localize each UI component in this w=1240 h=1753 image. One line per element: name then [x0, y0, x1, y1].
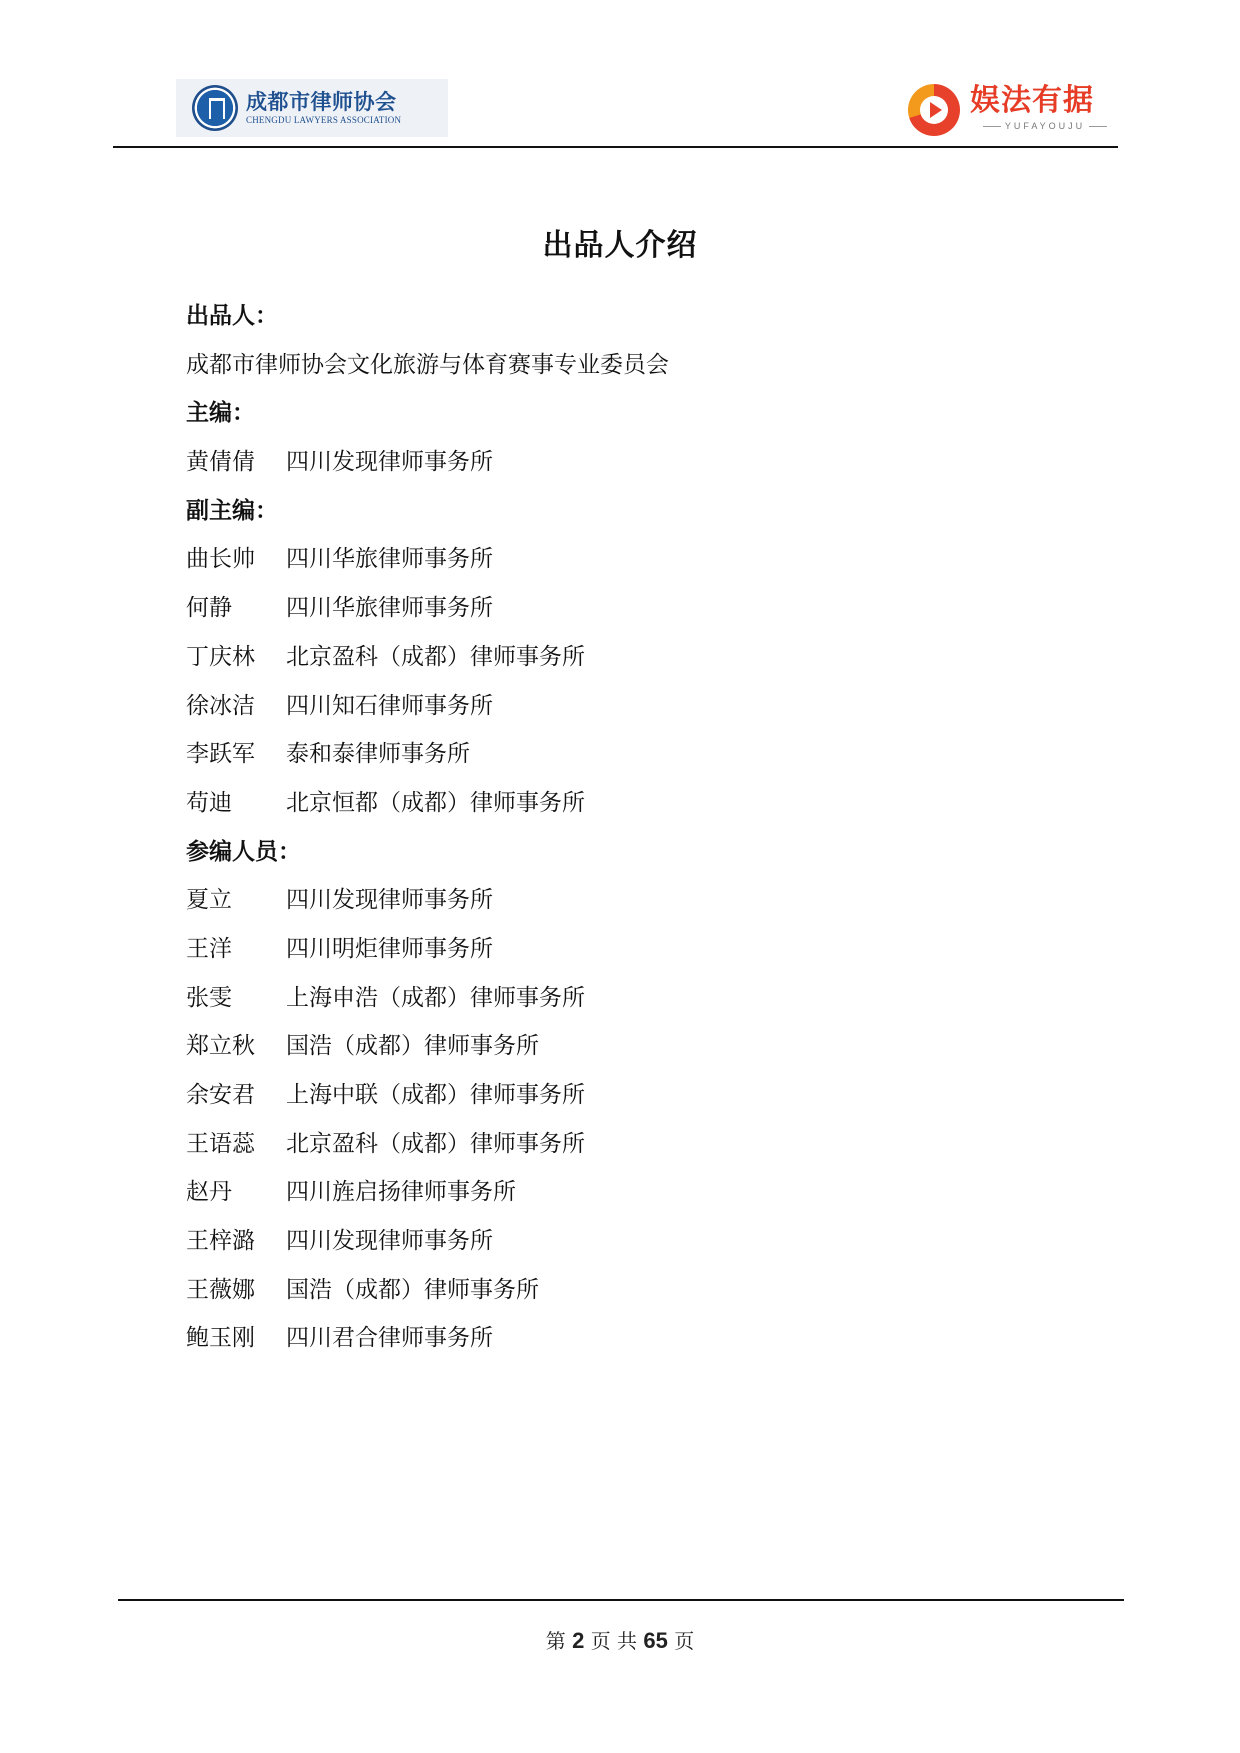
contributors-label: 参编人员： — [186, 837, 301, 865]
member-name: 李跃军 — [186, 741, 255, 768]
member-firm: 国浩（成都）律师事务所 — [286, 1033, 539, 1060]
list-item — [186, 1174, 1086, 1223]
chief-editor-label: 主编： — [186, 399, 255, 427]
page-prefix: 第 — [545, 1629, 566, 1653]
producer-value: 成都市律师协会文化旅游与体育赛事专业委员会 — [186, 351, 669, 378]
member-name: 王薇娜 — [186, 1276, 255, 1303]
member-firm: 四川君合律师事务所 — [286, 1325, 493, 1352]
list-item — [186, 1028, 1086, 1077]
member-firm: 四川发现律师事务所 — [286, 887, 493, 914]
page-header — [0, 0, 1240, 150]
list-item — [186, 590, 1086, 639]
member-firm: 四川知石律师事务所 — [286, 692, 493, 719]
member-name: 郑立秋 — [186, 1033, 255, 1060]
list-item — [186, 639, 1086, 688]
member-firm: 上海中联（成都）律师事务所 — [286, 1082, 585, 1108]
member-name: 赵丹 — [186, 1179, 232, 1206]
member-name: 王梓潞 — [186, 1228, 255, 1255]
association-name: 成都市律师协会 — [246, 89, 397, 114]
list-item — [186, 785, 1086, 834]
list-item — [186, 541, 1086, 590]
member-name: 鲍玉刚 — [186, 1325, 255, 1352]
lawyers-association-emblem-icon — [192, 85, 238, 131]
list-item — [186, 1126, 1086, 1175]
member-name: 王洋 — [186, 935, 232, 962]
page-number — [0, 1626, 1240, 1656]
page-suffix: 页 — [674, 1629, 695, 1653]
member-name: 丁庆林 — [186, 643, 255, 670]
member-firm: 上海申浩（成都）律师事务所 — [286, 984, 585, 1011]
association-logo-text — [246, 90, 401, 126]
list-item — [186, 1272, 1086, 1321]
yufayouju-english: YUFAYOUJU — [970, 120, 1120, 132]
member-name: 黄倩倩 — [186, 449, 255, 476]
credits-list — [186, 298, 1086, 1369]
association-english-name: CHENGDU LAWYERS ASSOCIATION — [246, 115, 402, 125]
member-name: 夏立 — [186, 887, 232, 914]
chengdu-lawyers-association-logo — [176, 79, 448, 137]
member-firm: 四川华旅律师事务所 — [286, 595, 493, 622]
member-name: 徐冰洁 — [186, 692, 255, 719]
play-disc-icon — [908, 84, 960, 136]
member-firm: 四川旌启扬律师事务所 — [286, 1179, 516, 1206]
list-item — [186, 931, 1086, 980]
list-item — [186, 444, 1086, 493]
total-pages: 65 — [643, 1628, 668, 1653]
member-firm: 四川发现律师事务所 — [286, 449, 493, 476]
list-item — [186, 980, 1086, 1029]
member-firm: 泰和泰律师事务所 — [286, 741, 470, 768]
list-item — [186, 736, 1086, 785]
member-firm: 国浩（成都）律师事务所 — [286, 1276, 539, 1303]
producer-label: 出品人： — [186, 302, 278, 329]
member-name: 曲长帅 — [186, 546, 255, 573]
list-item — [186, 1223, 1086, 1272]
member-firm: 四川发现律师事务所 — [286, 1228, 493, 1255]
member-name: 何静 — [186, 595, 232, 622]
member-name: 余安君 — [186, 1082, 255, 1108]
footer-divider — [118, 1599, 1124, 1601]
yufayouju-name: 娱法有据 — [970, 83, 1094, 118]
list-item — [186, 688, 1086, 737]
yufayouju-logo — [908, 82, 1124, 140]
header-divider — [113, 146, 1118, 148]
member-firm: 四川明炬律师事务所 — [286, 935, 493, 962]
deputy-editors-label: 副主编： — [186, 496, 278, 524]
member-name: 张雯 — [186, 984, 232, 1011]
current-page: 2 — [572, 1628, 585, 1653]
member-firm: 北京恒都（成都）律师事务所 — [286, 789, 585, 816]
list-item — [186, 882, 1086, 931]
member-firm: 四川华旅律师事务所 — [286, 546, 493, 573]
member-name: 王语蕊 — [186, 1130, 255, 1157]
page-middle: 页 共 — [590, 1629, 638, 1653]
member-firm: 北京盈科（成都）律师事务所 — [286, 1130, 585, 1157]
page-title: 出品人介绍 — [542, 228, 698, 263]
member-name: 苟迪 — [186, 789, 232, 816]
list-item — [186, 1077, 1086, 1126]
member-firm: 北京盈科（成都）律师事务所 — [286, 643, 585, 670]
list-item — [186, 1320, 1086, 1369]
